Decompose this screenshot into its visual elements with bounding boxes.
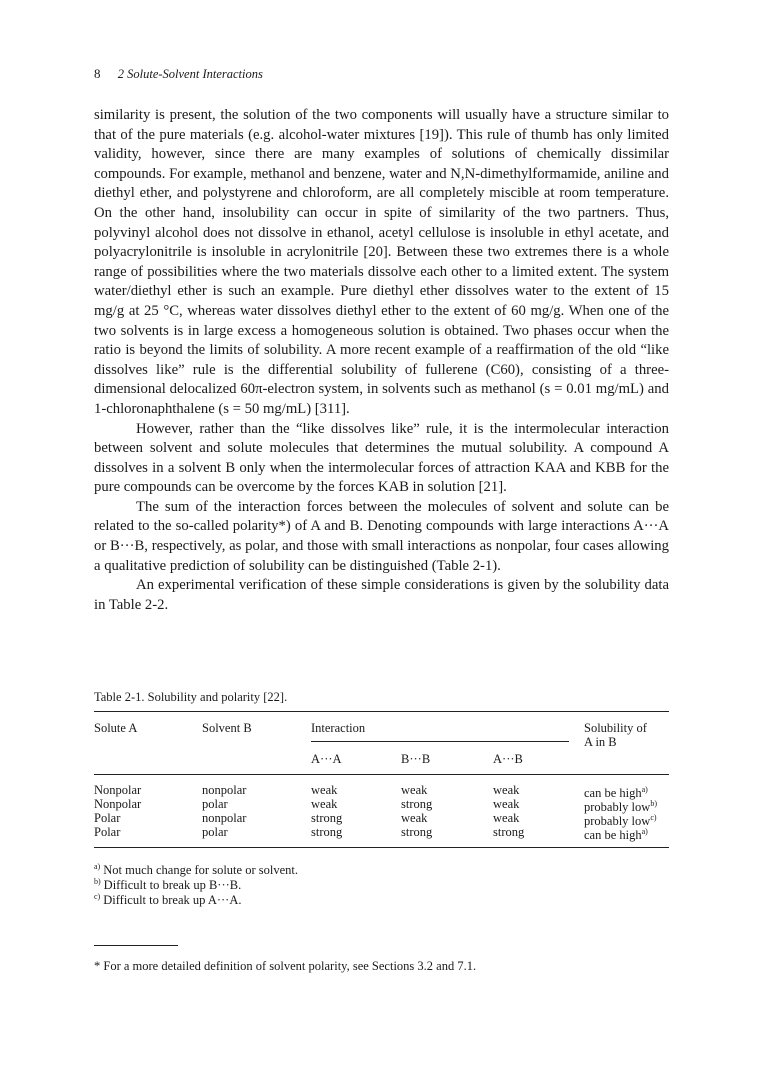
row-3-note-mark: c) (650, 813, 657, 822)
row-1-ab: weak (493, 783, 520, 797)
row-2-solute: Nonpolar (94, 797, 142, 811)
page-footnote: * For a more detailed definition of solvent polarity, see Sections 3.2 and 7.1. (94, 959, 477, 973)
row-1-note-mark: a) (641, 785, 648, 794)
row-3-ab: weak (493, 811, 520, 825)
body-text (94, 106, 669, 615)
row-2-ab: weak (493, 797, 520, 811)
table-top-rule (94, 711, 669, 712)
table-header-rule (94, 774, 669, 775)
header-solvent: Solvent B (202, 721, 252, 735)
table-footnote-c (94, 889, 242, 908)
header-solubility-1: Solubility of (584, 721, 647, 735)
table-caption: Table 2-1. Solubility and polarity [22]. (94, 690, 288, 704)
row-2-bb: strong (401, 797, 433, 811)
paragraph-1: similarity is present, the solution of the two components will usually have a structure similar to that of the pure materials (e.g. alcohol-water mixtures [19]). This rule of thumb has only limited validity, however, since there are many examples of solutions of chemically dissimilar compounds. For example, methanol and benzene, water and N,N-dimethylformamide, aniline and diethyl ether, and polystyrene and chloroform, are all completely miscible at room temperature. On the other hand, insolubility can occur in spite of similarity of the two partners. Thus, polyvinyl alcohol does not dissolve in ethanol, acetyl cellulose is insoluble in ethyl acetate, and polyacrylonitrile is insoluble in acrylonitrile [20]. Between these two extremes there is a whole range of possibilities where the two materials dissolve each other to a limited extent. The system water/diethyl ether is such an example. Pure diethyl ether dissolves water to the extent of 15 mg/g at 25 °C, whereas water dissolves diethyl ether to the extent of 60 mg/g. When one of the two solvents is in large excess a homogeneous solution is obtained. Two phases occur when the ratio is beyond the limits of solubility. A more recent example of a reaffirmation of the old “like dissolves like” rule is the differential solubility of fullerene (C60), consisting of a three-dimensional delocalized 60π-electron system, in solvents such as methanol (s = 0.01 mg/mL) and 1-chloronaphthalene (s = 50 mg/mL) [311]. (94, 107, 669, 417)
row-4-bb: strong (401, 825, 433, 839)
row-4-note-mark: a) (641, 827, 648, 836)
row-4-aa: strong (311, 825, 343, 839)
row-1-solute: Nonpolar (94, 783, 142, 797)
table-footnote-c-mark: c) (94, 892, 101, 901)
table-footnote-a-mark: a) (94, 862, 101, 871)
table-footnote-b-text: Difficult to break up B···B. (103, 878, 242, 892)
table-bottom-rule (94, 847, 669, 848)
row-4-solvent: polar (202, 825, 228, 839)
table-footnote-a-text: Not much change for solute or solvent. (103, 863, 298, 877)
row-2-solubility-text: probably low (584, 800, 651, 814)
table-footnote-b-mark: b) (94, 877, 101, 886)
row-1-solubility-text: can be high (584, 786, 642, 800)
row-1-solvent: nonpolar (202, 783, 247, 797)
footnote-separator (94, 945, 178, 946)
row-1-bb: weak (401, 783, 428, 797)
table-footnote-c-text: Difficult to break up A···A. (103, 893, 242, 907)
row-3-bb: weak (401, 811, 428, 825)
paragraph-4: An experimental verification of these simple considerations is given by the solubility data in Table 2-2. (94, 577, 669, 613)
running-title: 2 Solute-Solvent Interactions (117, 67, 263, 81)
header-solubility-2: A in B (584, 735, 617, 749)
row-4-solubility-text: can be high (584, 828, 642, 842)
row-2-note-mark: b) (650, 799, 657, 808)
row-4-solute: Polar (94, 825, 121, 839)
row-1-aa: weak (311, 783, 338, 797)
row-4-solubility (584, 825, 648, 842)
page-number: 8 (94, 66, 101, 81)
row-3-solubility-text: probably low (584, 814, 651, 828)
header-bb: B···B (401, 752, 431, 766)
row-3-aa: strong (311, 811, 343, 825)
row-2-aa: weak (311, 797, 338, 811)
row-2-solvent: polar (202, 797, 228, 811)
header-solute: Solute A (94, 721, 138, 735)
paragraph-2: However, rather than the “like dissolves like” rule, it is the intermolecular interaction between solvent and solute molecules that determines the mutual solubility. A compound A dissolves in a solvent B only when the intermolecular forces of attraction KAA and KBB for the pure compounds can be overcome by the forces KAB in solution [21]. (94, 420, 669, 496)
interaction-sub-rule (311, 741, 569, 742)
running-header (94, 66, 263, 82)
row-3-solvent: nonpolar (202, 811, 247, 825)
paragraph-3: The sum of the interaction forces between the molecules of solvent and solute can be related to the so-called polarity*) of A and B. Denoting compounds with large interactions A···A or B···B, respectively, as polar, and those with small interactions as nonpolar, four cases allowing a qualitative prediction of solubility can be distinguished (Table 2-1). (94, 498, 669, 574)
header-aa: A···A (311, 752, 342, 766)
header-interaction: Interaction (311, 721, 366, 735)
row-4-ab: strong (493, 825, 525, 839)
row-3-solute: Polar (94, 811, 121, 825)
header-ab: A···B (493, 752, 523, 766)
